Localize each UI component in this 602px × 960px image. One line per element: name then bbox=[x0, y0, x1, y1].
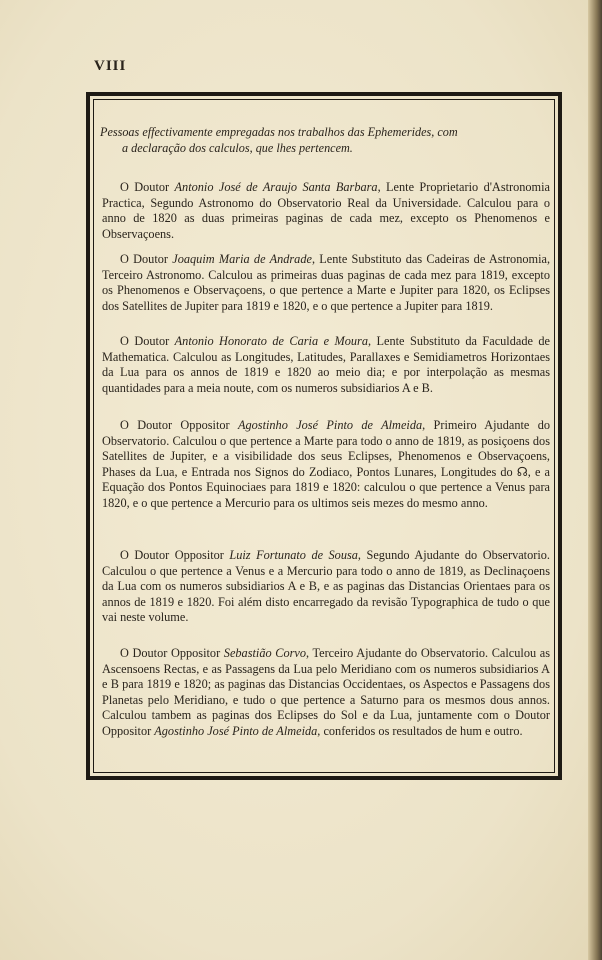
person-name: Agostinho José Pinto de Almeida bbox=[237, 418, 423, 432]
paragraph-text: O Doutor Oppositor bbox=[120, 646, 224, 660]
paragraph-text: , Lente Substituto das Cadeiras de Astronomia, Terceiro Astronomo. Calculou as primeiras duas paginas de cada mez para 1819, excepto os Phenomenos e Observaçoens, o que pertence a Marte e Jupiter para 1820, os Eclipses dos Satellites de Jupiter para 1819 e 1820, e o que pertence a Jupiter para 1819. bbox=[102, 252, 551, 313]
page-heading bbox=[100, 124, 548, 156]
paragraph-text: , Primeiro Ajudante do Observatorio. Calculou o que pertence a Marte para todo o anno de 1819, as posiçoens dos Satellites de Jupiter, e a visibilidade dos seus Eclipses, Phenomenos e Observaçoens, Phases da Lua, e Entrada nos Signos do Zodiaco, Pontos Lunares, Longitudes do ☊, e a Equação dos Pontos Equinociaes para 1819 e 1820: calculou o que pertence a Venus para 1820, e o que pertence a Mercurio para os ultimos seis mezes do mesmo anno. bbox=[102, 418, 550, 510]
heading-line-1: Pessoas effectivamente empregadas nos trabalhos das Ephemerides, com bbox=[100, 125, 458, 139]
person-name: Agostinho José Pinto de Almeida bbox=[154, 723, 318, 738]
paragraph-text: O Doutor bbox=[120, 180, 175, 194]
paragraph-text: O Doutor bbox=[120, 252, 173, 266]
person-name: Joaquim Maria de Andrade bbox=[172, 252, 312, 266]
paragraph-sousa bbox=[102, 548, 550, 626]
paragraph-moura bbox=[102, 334, 550, 396]
paragraph-text: O Doutor Oppositor bbox=[120, 418, 238, 432]
paragraph-text: , Lente Substituto da Faculdade de Mathematica. Calculou as Longitudes, Latitudes, Parallaxes e Semidiametros Horizontaes da Lua para os annos de 1819 e 1820 ao meio dia; e por interpolação as mesmas quantidades para a meia noute, com os numeros subsidiarios A e B. bbox=[102, 334, 550, 395]
paragraph-text: , conferidos os resultados de hum e outro. bbox=[317, 723, 523, 738]
person-name: Antonio José de Araujo Santa Barbara bbox=[174, 180, 378, 194]
paragraph-text: , Terceiro Ajudante do Observatorio. Calculou as Ascensoens Rectas, e as Passagens da Lua pelo Meridiano com os numeros subsidiarios A e B para 1819 e 1820; as paginas das Distancias Occidentaes, os Aspectos e Passagens dos Planetas pelo Meridiano, e tudo o que pertence a Saturno para os mesmos dous annos. Calculou tambem as paginas dos Eclipses do Sol e da Lua, juntamente com o Doutor Oppositor bbox=[102, 646, 551, 738]
person-name: Antonio Honorato de Caria e Moura bbox=[174, 334, 368, 348]
paragraph-text: , Lente Proprietario d'Astronomia Practica, Segundo Astronomo do Observatorio Real da Universidade. Calculou para o anno de 1820 as duas primeiras paginas de cada mez, excepto os Phenomenos e Observaçoens. bbox=[102, 180, 550, 241]
heading-line-2: a declaração dos calculos, que lhes pertencem. bbox=[122, 141, 353, 155]
paragraph-text: O Doutor bbox=[120, 334, 175, 348]
paragraph-text: , Segundo Ajudante do Observatorio. Calculou o que pertence a Venus e a Mercurio para todo o anno de 1819, as Declinaçoens da Lua com os numeros subsidiarios A e B, e as paginas das Distancias Orientaes para os annos de 1819 e 1820. Foi além disto encarregado da revisão Typographica de tudo o que vai neste volume. bbox=[102, 548, 550, 625]
paragraph-andrade bbox=[102, 252, 550, 314]
paragraph-text: O Doutor Oppositor bbox=[120, 548, 230, 562]
page-number: VIII bbox=[94, 58, 127, 74]
person-name: Luiz Fortunato de Sousa bbox=[229, 548, 358, 562]
paragraph-almeida bbox=[102, 418, 550, 512]
paragraph-santa-barbara bbox=[102, 180, 550, 242]
paragraph-corvo bbox=[102, 646, 550, 740]
person-name: Sebastião Corvo bbox=[223, 646, 306, 660]
book-spine-shadow bbox=[588, 0, 602, 960]
